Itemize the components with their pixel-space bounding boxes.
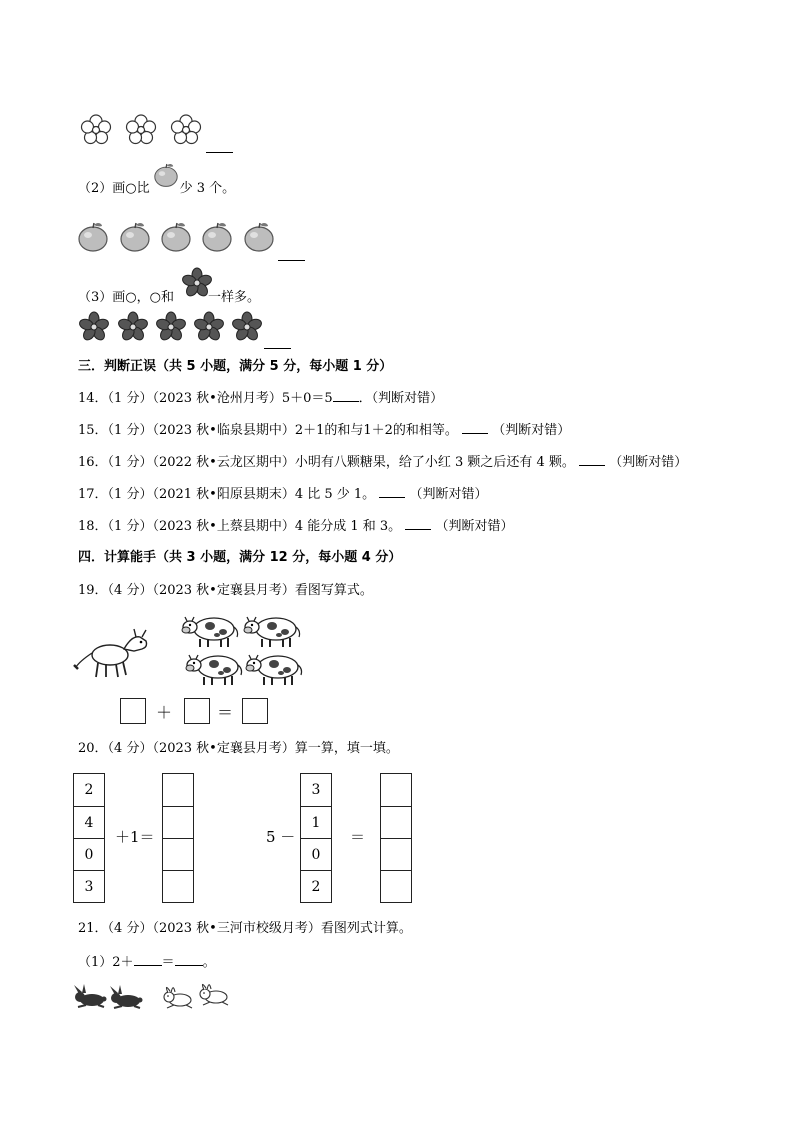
section4-heading: 四．计算能手（共 3 小题，满分 12 分，每小题 4 分） <box>78 550 402 565</box>
question-21-text: 21．（4 分）（2023 秋•三河市校级月考）看图列式计算。 <box>78 921 412 936</box>
question-18-text: 18．（1 分）（2023 秋•上蔡县期中）4 能分成 1 和 3。 <box>78 519 402 534</box>
column-cell: 2 <box>301 870 331 902</box>
column-cell: 3 <box>311 782 321 798</box>
question-16-tail: （判断对错） <box>609 455 688 470</box>
question-15-text: 15．（1 分）（2023 秋•临泉县期中）2＋1的和与1＋2的和相等。 <box>78 423 458 438</box>
five-minus: 5 － <box>266 828 296 846</box>
plus-sign: ＋ <box>156 703 173 722</box>
plus-one-equals: ＋1＝ <box>115 828 155 846</box>
question-17-tail: （判断对错） <box>409 487 488 502</box>
q21-part1-c: 。 <box>202 955 216 970</box>
question-14-tail: ．（判断对错） <box>358 391 444 406</box>
q21-part1-a: （1）2＋ <box>78 955 134 970</box>
question-18-tail: （判断对错） <box>435 519 514 534</box>
section3-heading: 三．判断正误（共 5 小题，满分 5 分，每小题 1 分） <box>78 359 393 374</box>
q13-part2-prefix: （2）画○比 <box>78 181 150 196</box>
question-17-text: 17．（1 分）（2021 秋•阳原县期末）4 比 5 少 1。 <box>78 487 376 502</box>
question-16-text: 16．（1 分）（2022 秋•云龙区期中）小明有八颗糖果，给了小红 3 颗之后还有 4 颗。 <box>78 455 575 470</box>
column-cell: 2 <box>84 782 94 798</box>
q13-part3-suffix: 一样多。 <box>207 290 260 305</box>
column-cell: 3 <box>74 870 104 902</box>
column-cell: 0 <box>301 838 331 870</box>
equals-sign: ＝ <box>217 703 234 722</box>
question-15-tail: （判断对错） <box>492 423 571 438</box>
column-cell: 0 <box>74 838 104 870</box>
question-20-text: 20．（4 分）（2023 秋•定襄县月考）算一算，填一填。 <box>78 741 399 756</box>
question-19-text: 19．（4 分）（2023 秋•定襄县月考）看图写算式。 <box>78 583 373 598</box>
column-cell: 4 <box>74 806 104 838</box>
q21-part1-b: ＝ <box>161 955 175 970</box>
q13-part3-prefix: （3）画○，○和 <box>78 290 174 305</box>
equals-sign: ＝ <box>350 828 366 846</box>
question-14-text: 14．（1 分）（2023 秋•沧州月考）5＋0＝5 <box>78 391 333 406</box>
q13-part2-suffix: 少 3 个。 <box>179 181 236 196</box>
column-cell: 1 <box>301 806 331 838</box>
